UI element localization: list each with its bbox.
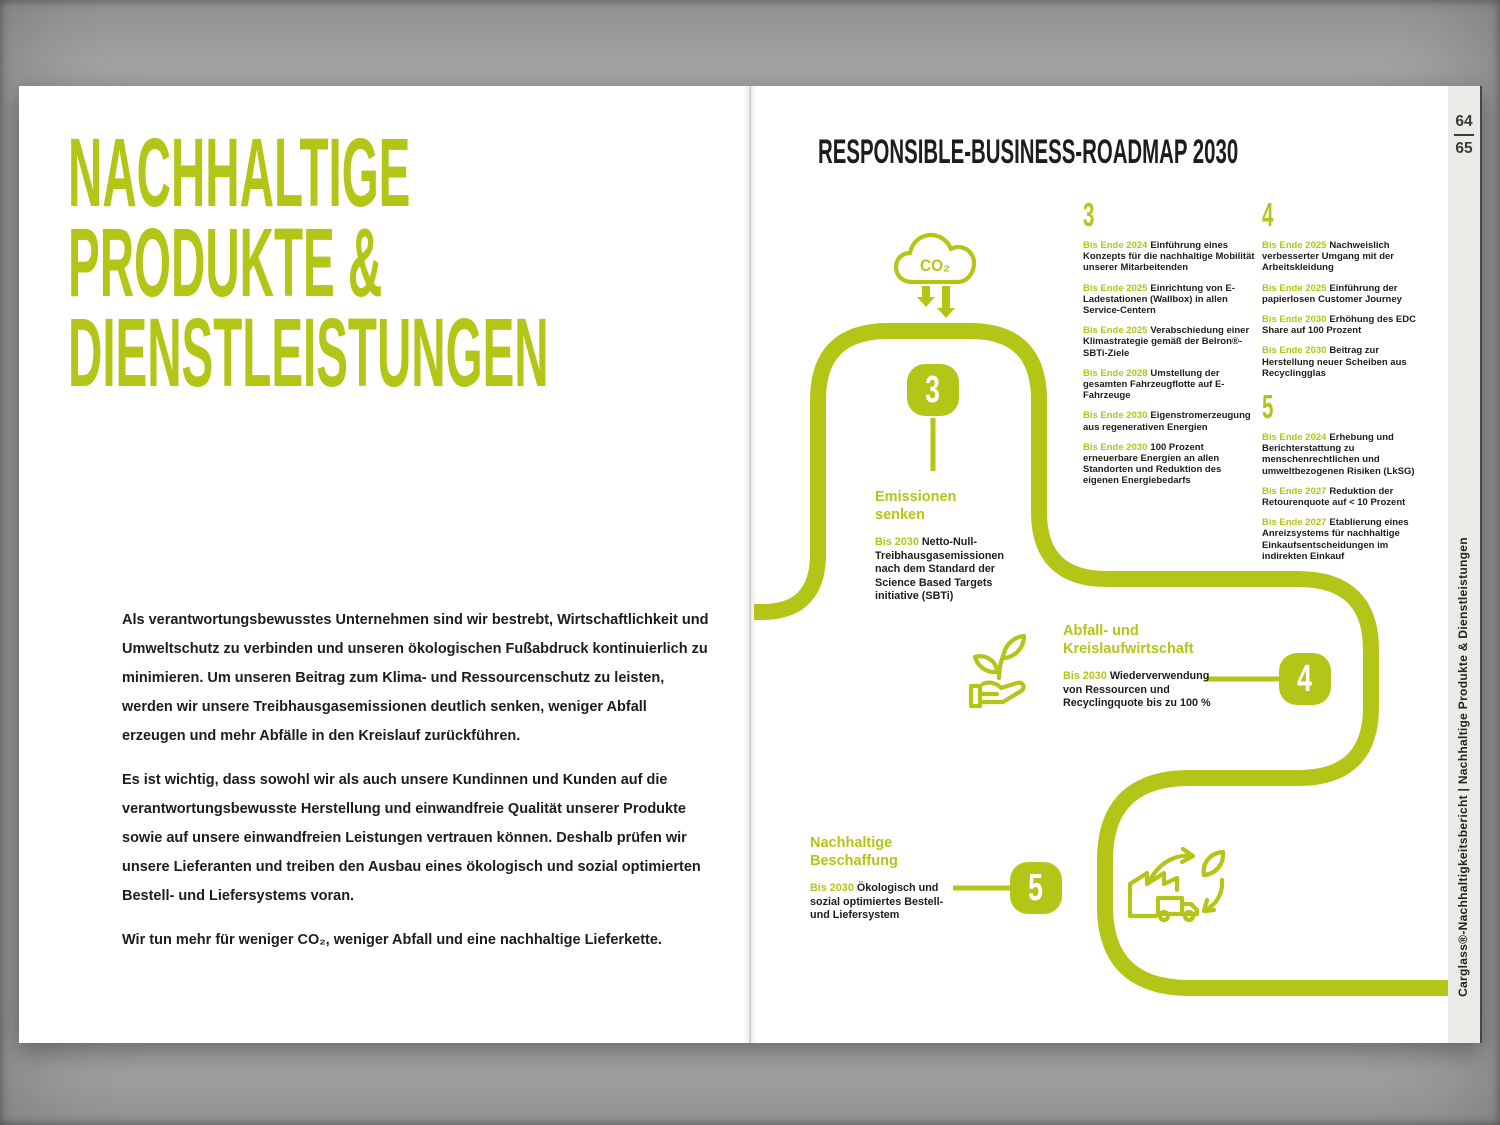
- goal-columns-4-5: [1262, 196, 1432, 571]
- milestone-text: Bis 2030 Wiederverwendung von Ressourcen und Recyclingquote bis zu 100 %: [1063, 670, 1211, 709]
- page-gutter-line: [750, 86, 751, 1043]
- goal-item: Bis Ende 2028 Umstellung der gesamten Fahrzeugflotte auf E-Fahrzeuge: [1083, 367, 1225, 402]
- goal-item: Bis Ende 2030 Beitrag zur Herstellung neuer Scheiben aus Recyclingglas: [1262, 345, 1407, 379]
- chapter-title-line: NACHHALTIGE: [68, 118, 411, 227]
- goal-item: Bis Ende 2025 Einrichtung von E-Ladestationen (Wallbox) in allen Service-Centern: [1083, 282, 1235, 317]
- goal-column-3: [1083, 196, 1259, 496]
- milestone-title: Nachhaltige Beschaffung: [810, 835, 898, 869]
- roadmap-marker-3: [907, 364, 959, 416]
- page-number-bottom: 65: [1455, 140, 1473, 157]
- milestone-title: Abfall- und Kreislaufwirtschaft: [1063, 623, 1194, 657]
- intro-paragraph: Wir tun mehr für weniger CO₂, weniger Abfall und eine nachhaltige Lieferkette.: [122, 932, 662, 948]
- milestone-text: Bis 2030 Netto-Null-Treibhausgasemissionen nach dem Standard der Science Based Targets initiative (SBTi): [875, 536, 1005, 602]
- milestone-abfall-kreislaufwirtschaft: [1063, 622, 1233, 711]
- roadmap-marker-4: [1279, 653, 1331, 705]
- goal-item: Bis Ende 2024 Erhebung und Berichterstattung zu menschenrechtlichen und umweltbezogenen Risiken (LkSG): [1262, 432, 1415, 477]
- page-number-top: 64: [1455, 113, 1473, 130]
- goal-item: Bis Ende 2025 Einführung der papierlosen Customer Journey: [1262, 282, 1402, 305]
- co2-icon-label: CO₂: [920, 256, 950, 275]
- factory-recycling-icon: [1120, 838, 1230, 928]
- marker-number: 5: [1028, 867, 1044, 909]
- goal-item: Bis Ende 2027 Reduktion der Retourenquote auf < 10 Prozent: [1262, 485, 1406, 509]
- goal-item: Bis Ende 2027 Etablierung eines Anreizsystems für nachhaltige Einkaufsentscheidungen im indirekten Einkauf: [1262, 517, 1409, 562]
- sprout-hand-icon: [957, 626, 1037, 710]
- goal-item: Bis Ende 2025 Verabschiedung einer Klimastrategie gemäß der Belron®-SBTi-Ziele: [1083, 325, 1250, 359]
- page-spread: [19, 86, 1482, 1043]
- goal-column-number: 5: [1262, 388, 1274, 426]
- goal-column-number: 4: [1262, 196, 1274, 233]
- page-number-divider: [1454, 134, 1474, 136]
- goal-column-number: 3: [1083, 196, 1095, 233]
- marker-number: 4: [1297, 658, 1313, 700]
- intro-text: [122, 606, 714, 970]
- marker-number: 3: [925, 369, 941, 411]
- chapter-title-line: DIENSTLEISTUNGEN: [68, 298, 549, 407]
- intro-paragraph: Als verantwortungsbewusstes Unternehmen sind wir bestrebt, Wirtschaftlichkeit und Umweltschutz zu verbinden und unseren ökologischen Fußabdruck kontinuierlich zu minimieren. Um unseren Beitrag zum Klima- und Ressourcenschutz zu leisten, werden wir unsere Treibhausgasemissionen deutlich senken, weniger Abfall erzeugen und mehr Abfälle in den Kreislauf zurückführen.: [122, 612, 709, 744]
- goal-item: Bis Ende 2024 Einführung eines Konzepts für die nachhaltige Mobilität unserer Mitarbeitenden: [1083, 240, 1255, 274]
- milestone-emissionen-senken: [875, 488, 1007, 604]
- intro-paragraph: Es ist wichtig, dass sowohl wir als auch unsere Kundinnen und Kunden auf die verantwortungsbewusste Herstellung und einwandfreie Qualität unserer Produkte sowie auf unsere einwandfreien Leistungen vertrauen können. Deshalb prüfen wir unsere Lieferanten und treiben den Ausbau eines ökologisch und sozial optimierten Bestell- und Liefersystems voran.: [122, 772, 701, 904]
- milestone-title: Emissionen senken: [875, 489, 957, 523]
- running-footer-vertical: Carglass®-Nachhaltigkeitsbericht | Nachhaltige Produkte & Dienstleistungen: [1456, 537, 1470, 997]
- milestone-text: Bis 2030 Ökologisch und sozial optimiertes Bestell- und Liefersystem: [810, 882, 944, 921]
- goal-item: Bis Ende 2030 Eigenstromerzeugung aus regenerativen Energien: [1083, 410, 1251, 433]
- page-numbers: [1448, 112, 1480, 158]
- goal-item: Bis Ende 2030 Erhöhung des EDC Share auf 100 Prozent: [1262, 314, 1416, 337]
- roadmap-title: RESPONSIBLE-BUSINESS-ROADMAP 2030: [818, 133, 1239, 171]
- roadmap-marker-5: [1010, 862, 1062, 914]
- milestone-nachhaltige-beschaffung: [810, 834, 945, 923]
- goal-item: Bis Ende 2030 100 Prozent erneuerbare Energien an allen Standorten und Reduktion des eigenen Energiebedarfs: [1083, 441, 1222, 487]
- chapter-title-line: PRODUKTE &: [68, 208, 383, 317]
- goal-item: Bis Ende 2025 Nachweislich verbesserter Umgang mit der Arbeitskleidung: [1262, 240, 1394, 274]
